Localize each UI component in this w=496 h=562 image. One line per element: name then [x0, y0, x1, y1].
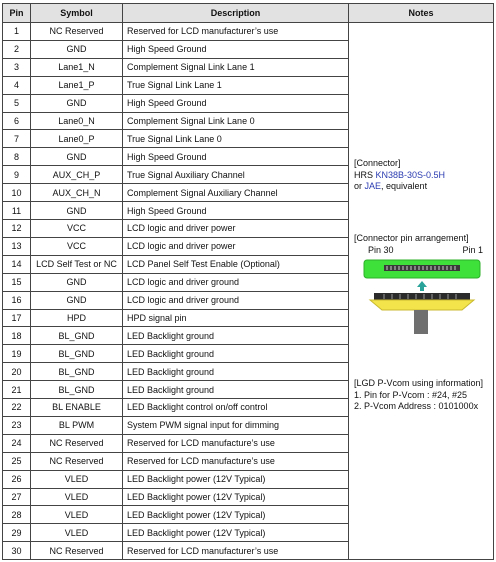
- pin-cell: 3: [3, 58, 31, 76]
- header-symbol: Symbol: [31, 4, 123, 23]
- table-header-row: [3, 4, 494, 23]
- pin-cell: 21: [3, 381, 31, 399]
- symbol-cell: Lane1_P: [31, 76, 123, 94]
- pin-arrangement-heading: [Connector pin arrangement]: [354, 233, 469, 243]
- symbol-cell: BL_GND: [31, 363, 123, 381]
- plug-cable: [414, 310, 428, 334]
- connector-alt-prefix: or: [354, 181, 365, 191]
- symbol-cell: NC Reserved: [31, 23, 123, 41]
- pin-table-wrapper: [2, 3, 493, 560]
- description-cell: System PWM signal input for dimming: [123, 416, 349, 434]
- symbol-cell: Lane0_P: [31, 130, 123, 148]
- pin-cell: 13: [3, 237, 31, 255]
- description-cell: LED Backlight ground: [123, 327, 349, 345]
- vcom-heading: [LGD P-Vcom using information]: [354, 378, 484, 388]
- header-notes: Notes: [349, 4, 494, 23]
- pin-cell: 22: [3, 399, 31, 417]
- pin-cell: 18: [3, 327, 31, 345]
- connector-model-prefix: HRS: [354, 169, 376, 180]
- description-cell: High Speed Ground: [123, 94, 349, 112]
- description-cell: LED Backlight power (12V Typical): [123, 488, 349, 506]
- symbol-cell: VLED: [31, 506, 123, 524]
- vcom-item-2: 2. P-Vcom Address : 0101000x: [354, 401, 479, 411]
- symbol-cell: NC Reserved: [31, 434, 123, 452]
- connector-diagram-svg: [362, 258, 482, 336]
- connector-diagram: [362, 258, 482, 336]
- description-cell: True Signal Auxiliary Channel: [123, 166, 349, 184]
- connector-note: [354, 158, 445, 193]
- pin-labels: [368, 245, 483, 257]
- connector-alt-link[interactable]: JAE: [364, 181, 382, 191]
- description-cell: True Signal Link Lane 1: [123, 76, 349, 94]
- pin-cell: 20: [3, 363, 31, 381]
- pin-cell: 26: [3, 470, 31, 488]
- symbol-cell: VLED: [31, 524, 123, 542]
- description-cell: LCD logic and driver power: [123, 237, 349, 255]
- connector-heading: [Connector]: [354, 158, 401, 168]
- insert-arrow-icon: [417, 281, 427, 291]
- symbol-cell: VLED: [31, 470, 123, 488]
- pin-cell: 1: [3, 23, 31, 41]
- pin-cell: 14: [3, 255, 31, 273]
- pin-cell: 15: [3, 273, 31, 291]
- pin-cell: 24: [3, 434, 31, 452]
- description-cell: LCD logic and driver ground: [123, 291, 349, 309]
- table-body: [3, 23, 494, 560]
- description-cell: LCD logic and driver ground: [123, 273, 349, 291]
- symbol-cell: BL_GND: [31, 327, 123, 345]
- symbol-cell: GND: [31, 273, 123, 291]
- pin-cell: 6: [3, 112, 31, 130]
- pin-cell: 27: [3, 488, 31, 506]
- symbol-cell: BL_GND: [31, 345, 123, 363]
- pin-cell: 4: [3, 76, 31, 94]
- description-cell: LED Backlight ground: [123, 381, 349, 399]
- description-cell: LED Backlight power (12V Typical): [123, 524, 349, 542]
- description-cell: LED Backlight ground: [123, 363, 349, 381]
- pin-cell: 29: [3, 524, 31, 542]
- symbol-cell: Lane0_N: [31, 112, 123, 130]
- vcom-note: [354, 378, 483, 413]
- symbol-cell: VCC: [31, 219, 123, 237]
- pin-cell: 25: [3, 452, 31, 470]
- connector-alt-suffix: , equivalent: [381, 181, 428, 191]
- pin-cell: 5: [3, 94, 31, 112]
- pin-cell: 28: [3, 506, 31, 524]
- symbol-cell: GND: [31, 291, 123, 309]
- symbol-cell: VCC: [31, 237, 123, 255]
- pin-cell: 7: [3, 130, 31, 148]
- notes-cell: [349, 23, 494, 560]
- connector-model-link[interactable]: KN38B-30S-0.5H: [375, 169, 446, 180]
- vcom-item-1: 1. Pin for P-Vcom : #24, #25: [354, 389, 468, 400]
- pin-30-label: Pin 30: [368, 244, 394, 255]
- symbol-cell: AUX_CH_P: [31, 166, 123, 184]
- symbol-cell: GND: [31, 94, 123, 112]
- plug-yellow-body: [370, 300, 474, 310]
- header-pin: Pin: [3, 4, 31, 23]
- description-cell: LED Backlight power (12V Typical): [123, 470, 349, 488]
- description-cell: Complement Signal Link Lane 1: [123, 58, 349, 76]
- description-cell: High Speed Ground: [123, 40, 349, 58]
- description-cell: LED Backlight control on/off control: [123, 399, 349, 417]
- pin-cell: 12: [3, 219, 31, 237]
- symbol-cell: LCD Self Test or NC: [31, 255, 123, 273]
- symbol-cell: BL PWM: [31, 416, 123, 434]
- table-row: [3, 23, 494, 41]
- description-cell: Reserved for LCD manufacture’s use: [123, 452, 349, 470]
- description-cell: HPD signal pin: [123, 309, 349, 327]
- pin-arrangement-note: [354, 233, 483, 336]
- symbol-cell: GND: [31, 40, 123, 58]
- description-cell: LCD Panel Self Test Enable (Optional): [123, 255, 349, 273]
- description-cell: High Speed Ground: [123, 202, 349, 220]
- pin-cell: 30: [3, 542, 31, 560]
- pin-cell: 10: [3, 184, 31, 202]
- header-description: Description: [123, 4, 349, 23]
- description-cell: Reserved for LCD manufacturer’s use: [123, 23, 349, 41]
- pin-1-label: Pin 1: [462, 244, 483, 255]
- description-cell: High Speed Ground: [123, 148, 349, 166]
- symbol-cell: AUX_CH_N: [31, 184, 123, 202]
- symbol-cell: NC Reserved: [31, 452, 123, 470]
- symbol-cell: BL_GND: [31, 381, 123, 399]
- pin-cell: 17: [3, 309, 31, 327]
- pin-cell: 2: [3, 40, 31, 58]
- description-cell: Reserved for LCD manufacture’s use: [123, 434, 349, 452]
- description-cell: Complement Signal Link Lane 0: [123, 112, 349, 130]
- description-cell: LED Backlight ground: [123, 345, 349, 363]
- symbol-cell: NC Reserved: [31, 542, 123, 560]
- pin-cell: 9: [3, 166, 31, 184]
- pin-cell: 19: [3, 345, 31, 363]
- pin-cell: 11: [3, 202, 31, 220]
- symbol-cell: GND: [31, 202, 123, 220]
- description-cell: Complement Signal Auxiliary Channel: [123, 184, 349, 202]
- description-cell: Reserved for LCD manufacturer’s use: [123, 542, 349, 560]
- symbol-cell: Lane1_N: [31, 58, 123, 76]
- pin-cell: 8: [3, 148, 31, 166]
- description-cell: LCD logic and driver power: [123, 219, 349, 237]
- symbol-cell: BL ENABLE: [31, 399, 123, 417]
- pin-cell: 23: [3, 416, 31, 434]
- pin-assignment-table: [2, 3, 494, 560]
- connector-model-line: [354, 170, 445, 182]
- symbol-cell: HPD: [31, 309, 123, 327]
- pin-cell: 16: [3, 291, 31, 309]
- description-cell: LED Backlight power (12V Typical): [123, 506, 349, 524]
- description-cell: True Signal Link Lane 0: [123, 130, 349, 148]
- symbol-cell: VLED: [31, 488, 123, 506]
- connector-alt-line: [354, 181, 445, 193]
- symbol-cell: GND: [31, 148, 123, 166]
